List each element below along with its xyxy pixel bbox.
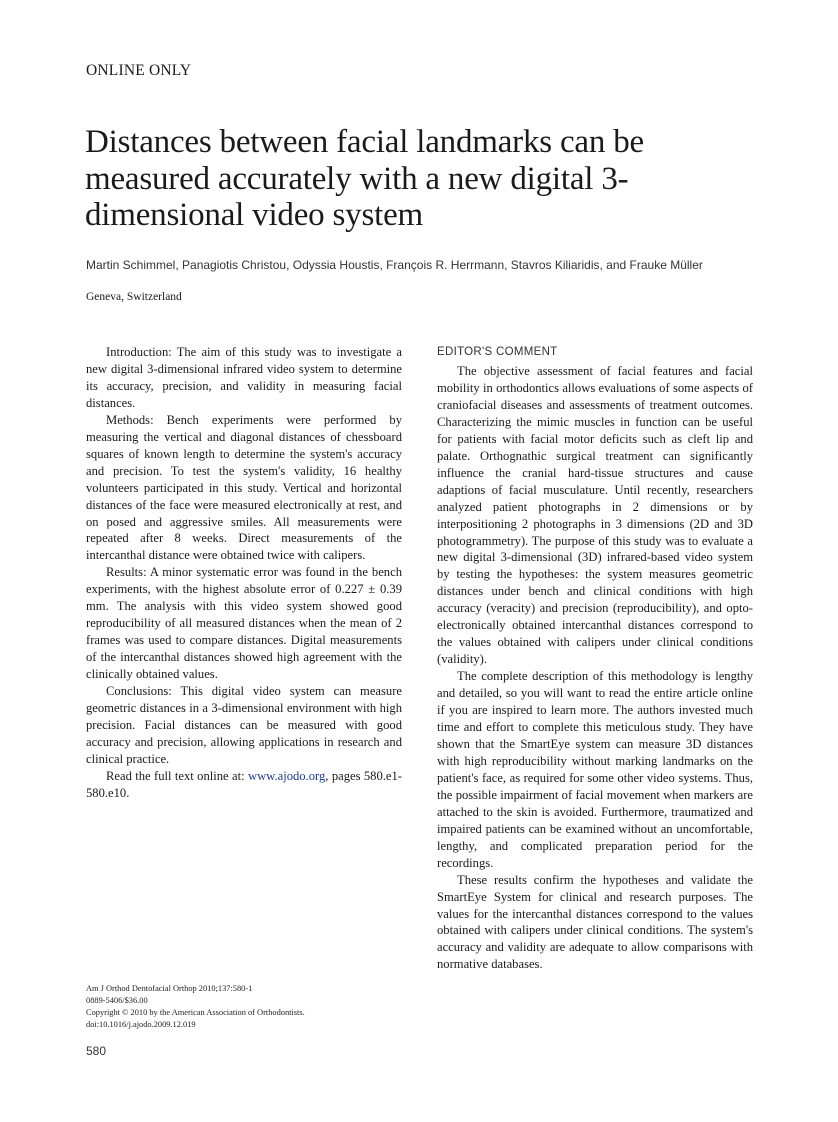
page-number: 580 (86, 1044, 107, 1058)
issn: 0889-5406/$36.00 (86, 996, 148, 1005)
author-list: Martin Schimmel, Panagiotis Christou, Odyssia Houstis, François R. Herrmann, Stavros Kiliaridis, and Frauke Müller (86, 258, 703, 272)
abstract-results: Results: A minor systematic error was found in the bench experiments, with the highest absolute error of 0.227 ± 0.39 mm. The analysis with this video system showed good reproducibility of all measured distances when the mean of 2 frames was used to compare distances. Digital measurements of the intercanthal distances showed high agreement with the clinically obtained values. (86, 565, 402, 682)
article-title: Distances between facial landmarks can be measured accurately with a new digital 3-dimensional video system (85, 124, 644, 233)
author-location: Geneva, Switzerland (86, 291, 182, 303)
read-more (86, 768, 402, 802)
journal-citation: Am J Orthod Dentofacial Orthop 2010;137:580-1 (86, 984, 253, 993)
read-more-suffix: , pages 580.e1-580.e10. (86, 768, 402, 800)
citation-block (86, 983, 305, 1031)
editor-comment-column (437, 344, 753, 973)
read-more-prefix: Read the full text online at: (106, 768, 248, 783)
abstract-conclusions: Conclusions: This digital video system can measure geometric distances in a 3-dimensional environment with high precision. Facial distances can be measured with good accuracy and precision, allowing applications in research and clinical practice. (86, 684, 402, 766)
journal-link[interactable]: www.ajodo.org (247, 768, 326, 783)
editor-comment-heading: EDITOR'S COMMENT (437, 346, 558, 358)
editor-paragraph-3: These results confirm the hypotheses and validate the SmartEye System for clinical and research purposes. The values for the intercanthal distances correspond to the values obtained with calipers under clinical conditions. The system's accuracy and validity are adequate to allow comparisons with normative databases. (437, 872, 753, 972)
editor-paragraph-2: The complete description of this methodology is lengthy and detailed, so you will want to read the entire article online if you are inspired to learn more. The authors invested much time and effort to complete this meticulous study. They have shown that the SmartEye system can measure 3D distances with high reproducibility without marking landmarks on the patient's face, as required for some other video systems. Thus, the possible impairment of facial movement when markers are attached to the skin is avoided. Furthermore, traumatized and impaired patients can be examined without an uncomfortable, lengthy, and complicated preparation period for the recordings. (437, 669, 753, 870)
abstract-methods: Methods: Bench experiments were performed by measuring the vertical and diagonal distances of chessboard squares of known length to determine the system's accuracy and precision. To test the system's validity, 16 healthy volunteers participated in this study. Vertical and horizontal distances of the face were measured electronically at rest, and on posed and aggressive smiles. All measurements were repeated after 8 weeks. Direct measurements of the intercanthal distance were obtained twice with calipers. (86, 412, 402, 563)
editor-paragraph-1: The objective assessment of facial features and facial mobility in orthodontics allows evaluations of some aspects of craniofacial diseases and assessments of treatment outcomes. Characterizing the mimic muscles in function can be useful for patients with facial motor deficits such as cleft lip and palate. Orthognathic surgical treatment can significantly influence the cranial hard-tissue structures and cause adaptions of facial musculature. Until recently, researchers analyzed patient photographs in 2 dimensions or by interpositioning 2 photographs in 3 dimensions (2D and 3D photogrammetry). The purpose of this study was to evaluate a new digital 3-dimensional (3D) infrared-based video system by testing the hypotheses: the system measures geometric distances under bench and clinical conditions with high accuracy (veracity) and precision (reproducibility), and opto-electronically obtained intercanthal distances correspond to the values obtained with calipers under clinical conditions (validity). (437, 364, 753, 667)
abstract-introduction: Introduction: The aim of this study was to investigate a new digital 3-dimensional infrared video system to determine its accuracy, precision, and validity in measuring facial distances. (86, 345, 402, 410)
doi: doi:10.1016/j.ajodo.2009.12.019 (86, 1020, 196, 1029)
copyright: Copyright © 2010 by the American Association of Orthodontists. (86, 1008, 305, 1017)
section-label: ONLINE ONLY (86, 62, 192, 79)
abstract-column (86, 344, 402, 802)
